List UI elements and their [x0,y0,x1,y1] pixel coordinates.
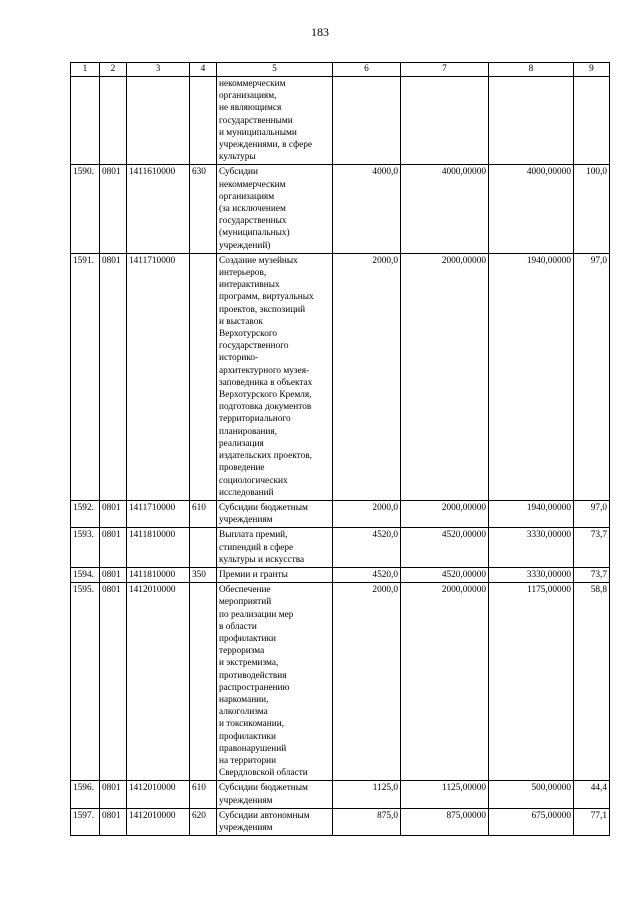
expense-type-cell: 610 [190,500,217,527]
row-number-cell: 1593. [71,528,100,568]
section-code-cell: 0801 [100,781,127,808]
column-header: 3 [127,63,190,77]
plan-amount-cell: 2000,0 [333,253,401,500]
updated-plan-cell: 2000,00000 [401,253,489,500]
percent-cell: 73,7 [574,567,610,582]
table-header-row [71,63,610,77]
executed-amount-cell: 500,00000 [489,781,574,808]
section-code-cell: 0801 [100,253,127,500]
section-code-cell: 0801 [100,567,127,582]
percent-cell [574,77,610,165]
executed-amount-cell: 3330,00000 [489,567,574,582]
item-name-cell: Субсидии некоммерческим организациям (за исключением государственных (муниципальных) учреждений) [217,165,333,253]
target-item-cell [127,77,190,165]
item-name-cell: некоммерческим организациям, не являющимся государственными и муниципальными учреждениями, в сфере культуры [217,77,333,165]
target-item-cell: 1412010000 [127,808,190,835]
row-number-cell: 1595. [71,583,100,781]
target-item-cell: 1411610000 [127,165,190,253]
plan-amount-cell: 4520,0 [333,528,401,568]
table-row [71,500,610,527]
row-number-cell: 1596. [71,781,100,808]
expense-type-cell: 620 [190,808,217,835]
percent-cell: 97,0 [574,253,610,500]
percent-cell: 100,0 [574,165,610,253]
column-header: 9 [574,63,610,77]
target-item-cell: 1411710000 [127,500,190,527]
section-code-cell: 0801 [100,583,127,781]
expense-type-cell [190,583,217,781]
plan-amount-cell: 4000,0 [333,165,401,253]
target-item-cell: 1411810000 [127,528,190,568]
row-number-cell: 1597. [71,808,100,835]
updated-plan-cell: 875,00000 [401,808,489,835]
expense-type-cell [190,253,217,500]
item-name-cell: Субсидии автономным учреждениям [217,808,333,835]
section-code-cell: 0801 [100,500,127,527]
target-item-cell: 1411710000 [127,253,190,500]
executed-amount-cell: 1175,00000 [489,583,574,781]
table-row [71,253,610,500]
item-name-cell: Выплата премий, стипендий в сфере культуры и искусства [217,528,333,568]
expense-type-cell: 610 [190,781,217,808]
row-number-cell [71,77,100,165]
updated-plan-cell: 4520,00000 [401,528,489,568]
updated-plan-cell: 2000,00000 [401,500,489,527]
executed-amount-cell: 1940,00000 [489,500,574,527]
plan-amount-cell: 1125,0 [333,781,401,808]
expense-type-cell [190,77,217,165]
budget-table [70,62,610,836]
updated-plan-cell: 4000,00000 [401,165,489,253]
percent-cell: 77,1 [574,808,610,835]
target-item-cell: 1411810000 [127,567,190,582]
row-number-cell: 1591. [71,253,100,500]
executed-amount-cell [489,77,574,165]
target-item-cell: 1412010000 [127,583,190,781]
plan-amount-cell: 2000,0 [333,583,401,781]
updated-plan-cell: 4520,00000 [401,567,489,582]
table-body [71,77,610,836]
executed-amount-cell: 4000,00000 [489,165,574,253]
table-row [71,165,610,253]
plan-amount-cell: 2000,0 [333,500,401,527]
expense-type-cell: 350 [190,567,217,582]
updated-plan-cell: 2000,00000 [401,583,489,781]
page-number: 183 [311,25,329,39]
table-row [71,528,610,568]
row-number-cell: 1592. [71,500,100,527]
table-row [71,781,610,808]
table-row [71,808,610,835]
percent-cell: 58,8 [574,583,610,781]
updated-plan-cell [401,77,489,165]
item-name-cell: Премии и гранты [217,567,333,582]
plan-amount-cell: 875,0 [333,808,401,835]
column-header: 6 [333,63,401,77]
item-name-cell: Обеспечение мероприятий по реализации мер в области профилактики терроризма и экстремизма, противодействия распространению наркомании, алкоголизма и токсикомании, профилактики правонарушений на территории Свердловской области [217,583,333,781]
item-name-cell: Создание музейных интерьеров, интерактивных программ, виртуальных проектов, экспозиций и выставок Верхотурского государственного историко- архитектурного музея- заповедника в объектах Верхотурского Кремля, подготовка документов территориального планирования, реализация издательских проектов, проведение социологических исследований [217,253,333,500]
updated-plan-cell: 1125,00000 [401,781,489,808]
column-header: 1 [71,63,100,77]
row-number-cell: 1590. [71,165,100,253]
plan-amount-cell: 4520,0 [333,567,401,582]
percent-cell: 73,7 [574,528,610,568]
column-header: 8 [489,63,574,77]
executed-amount-cell: 675,00000 [489,808,574,835]
table-row [71,583,610,781]
item-name-cell: Субсидии бюджетным учреждениям [217,500,333,527]
section-code-cell: 0801 [100,808,127,835]
column-header: 4 [190,63,217,77]
percent-cell: 97,0 [574,500,610,527]
column-header: 2 [100,63,127,77]
row-number-cell: 1594. [71,567,100,582]
table-row [71,77,610,165]
executed-amount-cell: 1940,00000 [489,253,574,500]
section-code-cell: 0801 [100,528,127,568]
section-code-cell: 0801 [100,165,127,253]
item-name-cell: Субсидии бюджетным учреждениям [217,781,333,808]
target-item-cell: 1412010000 [127,781,190,808]
plan-amount-cell [333,77,401,165]
expense-type-cell [190,528,217,568]
percent-cell: 44,4 [574,781,610,808]
column-header: 7 [401,63,489,77]
executed-amount-cell: 3330,00000 [489,528,574,568]
column-header: 5 [217,63,333,77]
section-code-cell [100,77,127,165]
table-row [71,567,610,582]
expense-type-cell: 630 [190,165,217,253]
